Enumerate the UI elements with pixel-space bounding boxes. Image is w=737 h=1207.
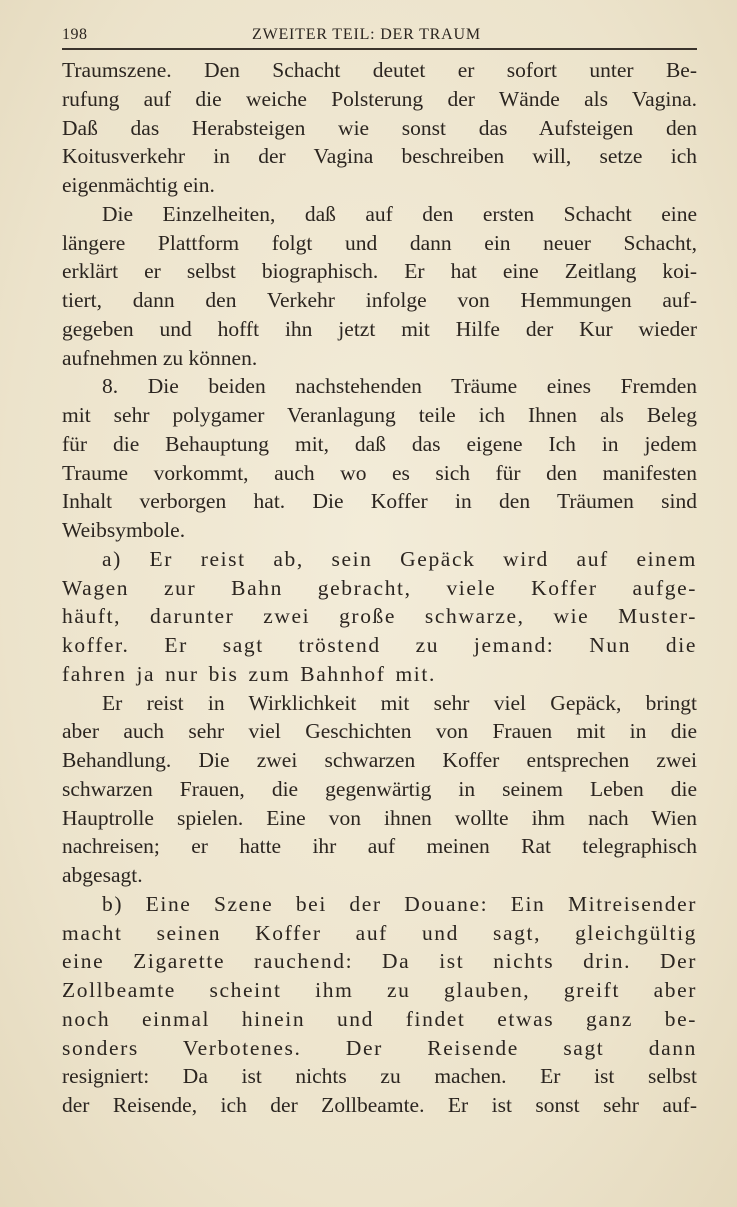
text-line: erklärt er selbst biographisch. Er hat eine Zeitlang koi- (62, 259, 697, 284)
page-number: 198 (62, 26, 88, 43)
text-line: Traume vorkommt, auch wo es sich für den manifesten (62, 460, 697, 485)
running-head: ZWEITER TEIL: DER TRAUM (252, 26, 481, 43)
body-text (62, 56, 697, 1120)
text-line: nachreisen; er hatte ihr auf meinen Rat telegraphisch (62, 834, 697, 859)
text-line: 8. Die beiden nachstehenden Träume eines Fremden (102, 374, 697, 399)
text-line: Hauptrolle spielen. Eine von ihnen wollte ihm nach Wien (62, 805, 697, 830)
text-line: macht seinen Koffer auf und sagt, gleichgültig (62, 920, 697, 945)
text-line: tiert, dann den Verkehr infolge von Hemmungen auf- (62, 288, 697, 312)
text-line: Er reist in Wirklichkeit mit sehr viel Gepäck, bringt (102, 690, 697, 715)
text-line: häuft, darunter zwei große schwarze, wie Muster- (62, 604, 697, 629)
text-line: noch einmal hinein und findet etwas ganz be- (62, 1006, 697, 1031)
text-line: a) Er reist ab, sein Gepäck wird auf einem (102, 546, 697, 571)
text-line: fahren ja nur bis zum Bahnhof mit. (62, 661, 436, 686)
text-line: b) Eine Szene bei der Douane: Ein Mitreisender (102, 891, 697, 916)
text-line: sonders Verbotenes. Der Reisende sagt dann (62, 1035, 697, 1060)
text-line: aber auch sehr viel Geschichten von Frauen mit in die (62, 719, 697, 744)
text-line: Inhalt verborgen hat. Die Koffer in den Träumen sind (62, 489, 697, 514)
page-header (62, 24, 697, 50)
text-line: Daß das Herabsteigen wie sonst das Aufsteigen den (62, 115, 697, 140)
text-line: Zollbeamte scheint ihm zu glauben, greift aber (62, 978, 697, 1002)
text-line: Weibsymbole. (62, 518, 186, 542)
text-line: Koitusverkehr in der Vagina beschreiben will, setze ich (62, 144, 697, 169)
text-line: koffer. Er sagt tröstend zu jemand: Nun die (62, 633, 697, 657)
text-line: gegeben und hofft ihn jetzt mit Hilfe der Kur wieder (62, 316, 697, 341)
text-line: resigniert: Da ist nichts zu machen. Er ist selbst (62, 1064, 697, 1089)
text-line: mit sehr polygamer Veranlagung teile ich Ihnen als Beleg (62, 403, 697, 427)
text-line: Traumszene. Den Schacht deutet er sofort unter Be- (62, 58, 697, 82)
text-line: für die Behauptung mit, daß das eigene Ich in jedem (62, 431, 697, 456)
text-line: aufnehmen zu können. (62, 345, 258, 370)
text-line: Wagen zur Bahn gebracht, viele Koffer aufge- (62, 575, 697, 600)
text-line: der Reisende, ich der Zollbeamte. Er ist sonst sehr auf- (62, 1093, 697, 1117)
text-line: abgesagt. (62, 863, 143, 887)
text-line: eine Zigarette rauchend: Da ist nichts drin. Der (62, 949, 697, 974)
text-line: rufung auf die weiche Polsterung der Wände als Vagina. (62, 86, 697, 111)
text-line: eigenmächtig ein. (62, 173, 215, 197)
text-line: schwarzen Frauen, die gegenwärtig in seinem Leben die (62, 776, 697, 801)
text-line: längere Plattform folgt und dann ein neuer Schacht, (62, 230, 697, 255)
text-line: Die Einzelheiten, daß auf den ersten Schacht eine (102, 201, 697, 226)
text-line: Behandlung. Die zwei schwarzen Koffer entsprechen zwei (62, 748, 697, 772)
